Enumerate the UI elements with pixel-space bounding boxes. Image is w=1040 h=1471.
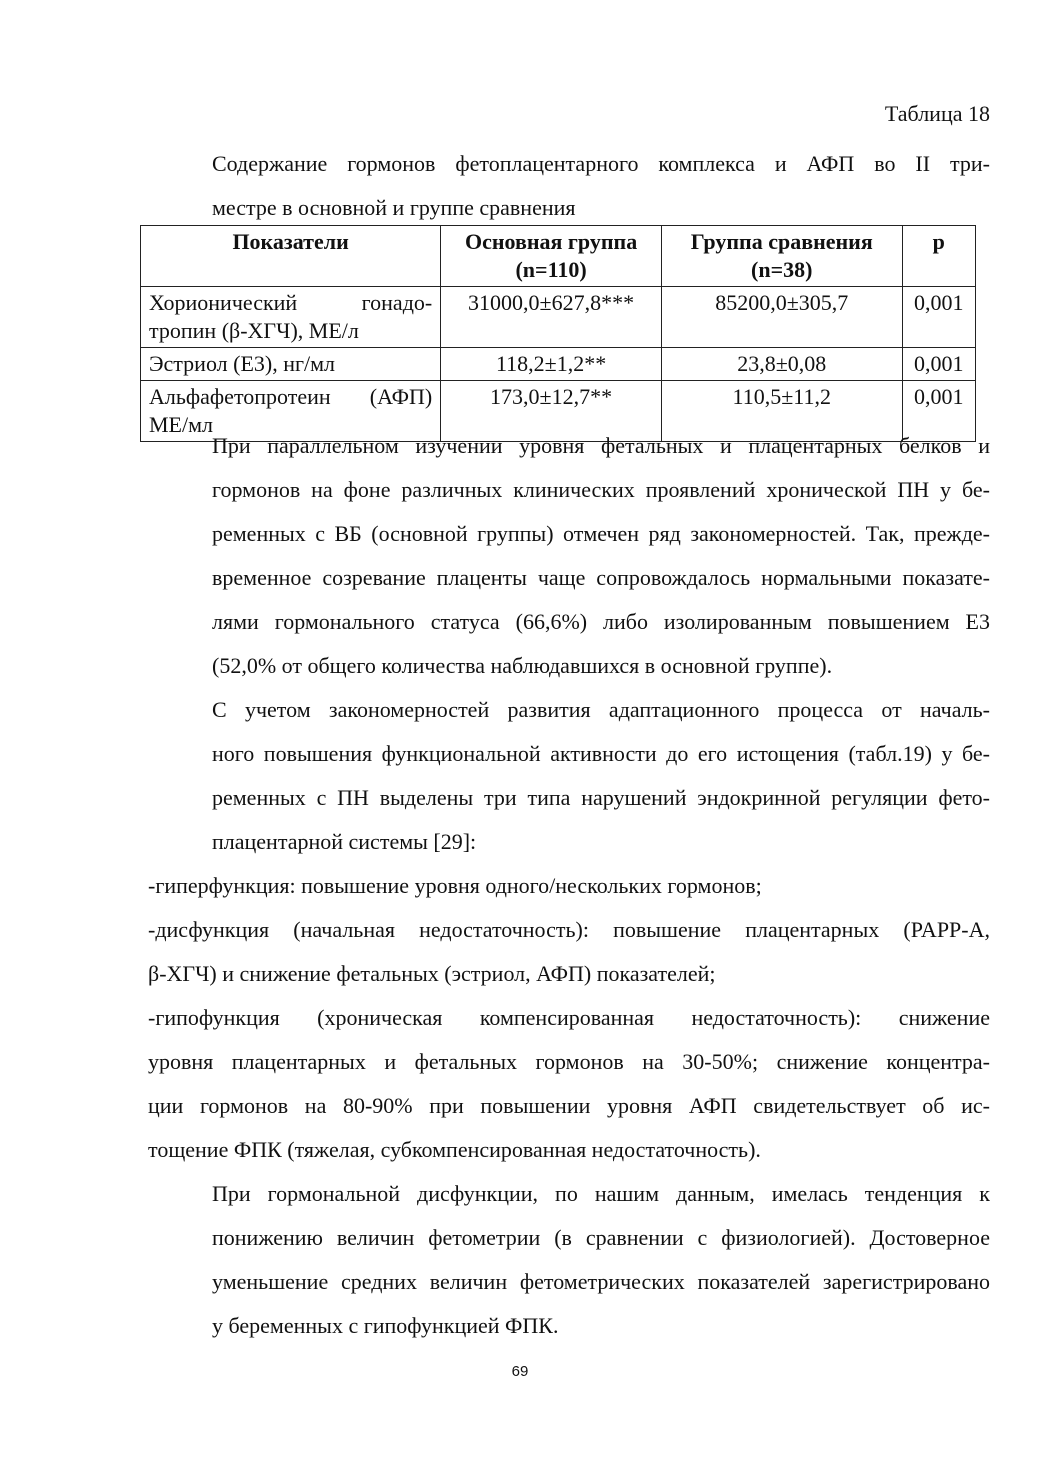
list-item-hyperfunction <box>148 864 990 908</box>
row-main-value: 173,0±12,7** <box>441 381 662 442</box>
body-text <box>148 424 990 1348</box>
paragraph-6 <box>148 1172 990 1348</box>
text-line: (52,0% от общего количества наблюдавшихся в основной группе). <box>212 653 833 678</box>
table-row <box>141 287 976 348</box>
row-comparison-value: 85200,0±305,7 <box>661 287 902 348</box>
row-comparison-value: 110,5±11,2 <box>661 381 902 442</box>
row-main-value: 31000,0±627,8*** <box>441 287 662 348</box>
caption-line-2: местре в основной и группе сравнения <box>212 195 576 220</box>
text-line: ременных с ПН выделены три типа нарушений эндокринной регуляции фето- <box>212 785 990 810</box>
table-header-row <box>141 226 976 287</box>
text-line: При гормональной дисфункции, по нашим данным, имелась тенденция к <box>212 1181 990 1206</box>
text-line: временное созревание плаценты чаще сопровождалось нормальными показате- <box>212 565 990 590</box>
text-line: -дисфункция (начальная недостаточность): повышение плацентарных (PAPP-A, <box>148 917 990 942</box>
text-line: гормонов на фоне различных клинических проявлений хронической ПН у бе- <box>212 477 990 502</box>
text-line: β-ХГЧ) и снижение фетальных (эстриол, АФП) показателей; <box>148 961 716 986</box>
hormone-table <box>140 225 976 442</box>
text-line: плацентарной системы [29]: <box>212 829 477 854</box>
row-indicator: Альфафетопротеин (АФП) МЕ/мл <box>141 381 441 442</box>
row-indicator: Эстриол (Е3), нг/мл <box>141 348 441 381</box>
row-comparison-value: 23,8±0,08 <box>661 348 902 381</box>
row-p-value: 0,001 <box>902 381 975 442</box>
row-p-value: 0,001 <box>902 348 975 381</box>
header-comparison-group: Группа сравнения (n=38) <box>661 226 902 287</box>
header-p-value: р <box>902 226 975 287</box>
text-line: понижению величин фетометрии (в сравнении с физиологией). Достоверное <box>212 1225 990 1250</box>
text-line: у беременных с гипофункцией ФПК. <box>212 1313 559 1338</box>
text-line: ременных с ВБ (основной группы) отмечен ряд закономерностей. Так, прежде- <box>212 521 990 546</box>
page-number: 69 <box>511 1363 529 1380</box>
header-main-group: Основная группа (n=110) <box>441 226 662 287</box>
table-number: Таблица 18 <box>884 101 990 126</box>
text-line: уровня плацентарных и фетальных гормонов на 30-50%; снижение концентра- <box>148 1049 990 1074</box>
text-line: ции гормонов на 80-90% при повышении уровня АФП свидетельствует об ис- <box>148 1093 990 1118</box>
row-main-value: 118,2±1,2** <box>441 348 662 381</box>
table-row <box>141 348 976 381</box>
text-line: тощение ФПК (тяжелая, субкомпенсированная недостаточность). <box>148 1137 761 1162</box>
text-line: При параллельном изучении уровня фетальных и плацентарных белков и <box>212 433 990 458</box>
text-line: -гипофункция (хроническая компенсированная недостаточность): снижение <box>148 1005 990 1030</box>
list-item-hypofunction <box>148 996 990 1172</box>
table-caption <box>212 142 990 230</box>
header-indicators: Показатели <box>141 226 441 287</box>
text-line: лями гормонального статуса (66,6%) либо изолированным повышением Е3 <box>212 609 990 634</box>
row-indicator: Хорионический гонадо-тропин (β-ХГЧ), МЕ/л <box>141 287 441 348</box>
text-line: уменьшение средних величин фетометрических показателей зарегистрировано <box>212 1269 990 1294</box>
paragraph-1 <box>148 424 990 688</box>
text-line: ного повышения функциональной активности до его истощения (табл.19) у бе- <box>212 741 990 766</box>
text-line: С учетом закономерностей развития адаптационного процесса от началь- <box>212 697 990 722</box>
text-line: -гиперфункция: повышение уровня одного/нескольких гормонов; <box>148 873 762 898</box>
list-item-dysfunction <box>148 908 990 996</box>
paragraph-2 <box>148 688 990 864</box>
caption-line-1: Содержание гормонов фетоплацентарного комплекса и АФП во II три- <box>212 151 990 176</box>
row-p-value: 0,001 <box>902 287 975 348</box>
